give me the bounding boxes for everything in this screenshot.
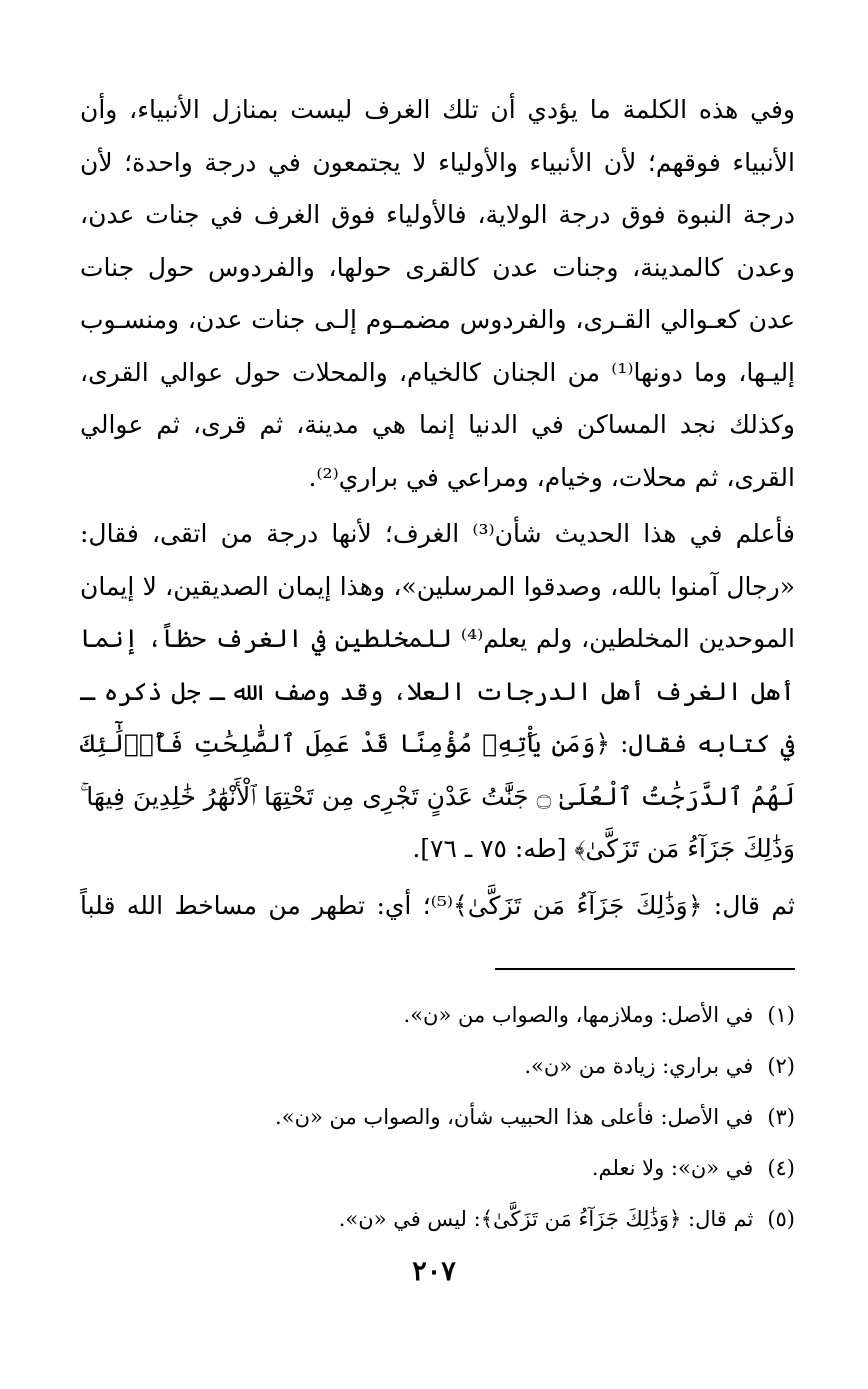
footnote-text: ثم قال: ﴿وَذَٰلِكَ جَزَآءُ مَن تَزَكَّىٰ﴾: ليس في «ن».	[338, 1207, 754, 1231]
footnote-number: (٥)	[767, 1207, 795, 1231]
footnote-5	[80, 1194, 795, 1245]
footnote-number: (٤)	[767, 1156, 795, 1180]
footnote-1	[80, 990, 795, 1041]
paragraph-3: ثم قال: ﴿وَذَٰلِكَ جَزَآءُ مَن تَزَكَّىٰ﴾⁽⁵⁾؛ أي: تطهر من مساخط الله قلباً	[80, 890, 795, 920]
footnote-divider	[495, 968, 795, 970]
footnote-text: في براري: زيادة من «ن».	[524, 1054, 754, 1078]
footnote-2	[80, 1041, 795, 1092]
footnote-number: (٣)	[767, 1105, 795, 1129]
page-number: ٢٠٧	[412, 1256, 456, 1287]
footnote-text: في الأصل: فأعلى هذا الحبيب شأن، والصواب من «ن».	[275, 1105, 754, 1129]
footnote-4	[80, 1143, 795, 1194]
footnote-3	[80, 1092, 795, 1143]
paragraph-2: فأعلم في هذا الحديث شأن⁽³⁾ الغرف؛ لأنها درجة من اتقى، فقال: «رجال آمنوا بالله، وصدقوا المرسلين»، وهذا إيمان الصديقين، لا إيمان الموحدين المخلطين، ولم يعلم⁽⁴⁾ للمخلطين في الغرف حظاً، إنما أهل الغرف أهل الدرجات العلا، وقد وصف الله ـ جل ذكره ـ في كتابه فقال: ﴿وَمَن يَأْتِهِۦ مُؤْمِنًا قَدْ عَمِلَ ٱلصَّٰلِحَٰتِ فَأُو۟لَٰٓئِكَ لَهُمُ ٱلدَّرَجَٰتُ ٱلْعُلَىٰ ۝ جَنَّٰتُ عَدْنٍ تَجْرِى مِن تَحْتِهَا ٱلْأَنْهَٰرُ خَٰلِدِينَ فِيهَا ۚ وَذَٰلِكَ جَزَآءُ مَن تَزَكَّىٰ﴾ [طه: ٧٥ ـ ٧٦].	[80, 519, 795, 863]
footnote-text: في الأصل: وملازمها، والصواب من «ن».	[403, 1003, 754, 1027]
footnote-text: في «ن»: ولا نعلم.	[591, 1156, 754, 1180]
paragraph-1: وفي هذه الكلمة ما يؤدي أن تلك الغرف ليست بمنازل الأنبياء، وأن الأنبياء فوقهم؛ لأن الأنبياء والأولياء لا يجتمعون في درجة واحدة؛ لأن درجة النبوة فوق درجة الولاية، فالأولياء فوق الغرف في جنات عدن، وعدن كالمدينة، وجنات عدن كالقرى حولها، والفردوس حول جنات عدن كعـوالي القـرى، والفردوس مضمـوم إلـى جنات عدن، ومنسـوب إليـها، وما دونها⁽¹⁾ من الجنان كالخيام، والمحلات حول عوالي القرى، وكذلك نجد المساكن في الدنيا إنما هي مدينة، ثم قرى، ثم عوالي القرى، ثم محلات، وخيام، ومراعي في براري⁽²⁾.	[80, 95, 796, 492]
footnote-number: (٢)	[767, 1054, 795, 1078]
footnotes-list	[80, 990, 795, 1245]
main-text	[80, 84, 795, 932]
footnote-number: (١)	[767, 1003, 795, 1027]
